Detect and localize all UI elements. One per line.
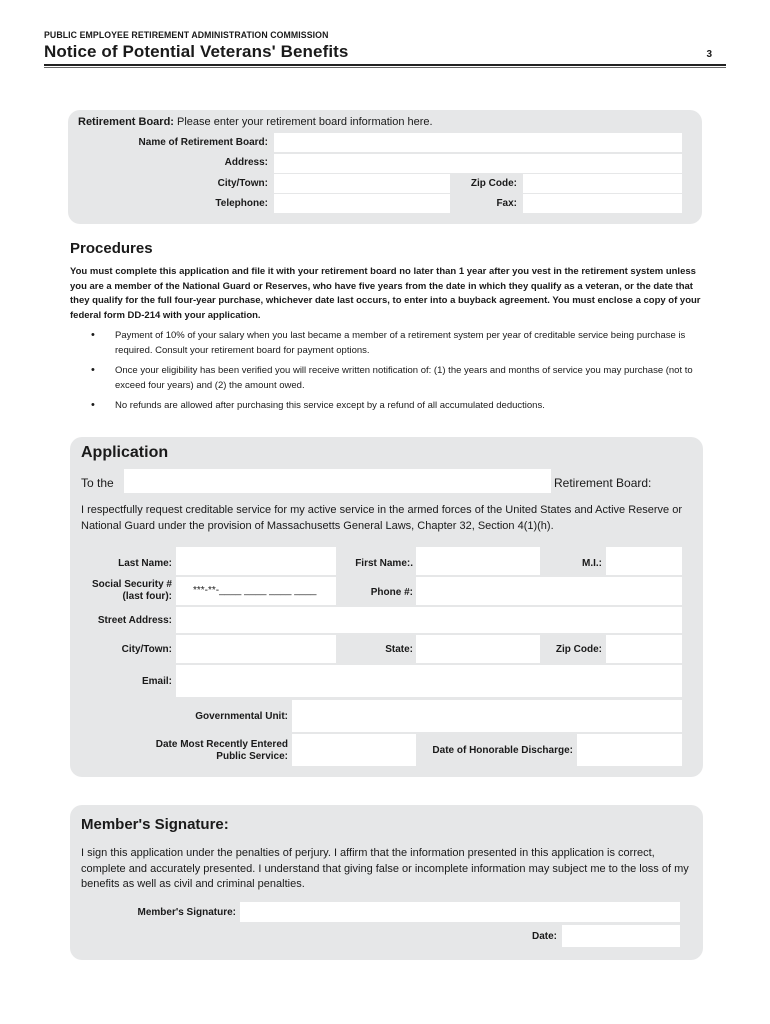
page-title: Notice of Potential Veterans' Benefits bbox=[44, 42, 349, 61]
board-fax-label: Fax: bbox=[496, 198, 517, 209]
retirement-board-heading-text: Please enter your retirement board information here. bbox=[173, 116, 433, 128]
board-city-label: City/Town: bbox=[217, 178, 268, 189]
email-label: Email: bbox=[141, 676, 172, 687]
member-signature-label: Member's Signature: bbox=[137, 907, 236, 918]
board-telephone-label: Telephone: bbox=[215, 198, 268, 209]
governmental-unit-field[interactable] bbox=[292, 700, 682, 732]
list-item: • Once your eligibility has been verified you will receive written notification of: (1) the years and months of service you may purchase (not to exceed four years) and (2) the amount owed. bbox=[90, 363, 702, 393]
to-the-label: To the bbox=[81, 476, 114, 490]
board-zip-field[interactable] bbox=[523, 174, 682, 193]
discharge-date-label: Date of Honorable Discharge: bbox=[432, 745, 573, 756]
ssn-field[interactable] bbox=[176, 577, 336, 605]
signature-title: Member's Signature: bbox=[81, 816, 229, 833]
page-header bbox=[44, 30, 726, 62]
date-entered-label bbox=[156, 739, 288, 763]
mi-label: M.I.: bbox=[582, 558, 602, 569]
signature-date-label: Date: bbox=[531, 931, 557, 942]
zip-field[interactable] bbox=[606, 635, 682, 663]
street-address-field[interactable] bbox=[176, 607, 682, 633]
last-name-label: Last Name: bbox=[118, 558, 172, 569]
signature-panel bbox=[70, 805, 703, 960]
page-number: 3 bbox=[706, 49, 712, 60]
phone-field[interactable] bbox=[416, 577, 682, 605]
first-name-label: First Name:. bbox=[355, 558, 413, 569]
city-label: City/Town: bbox=[121, 644, 172, 655]
header-rule bbox=[44, 64, 726, 66]
agency-name: PUBLIC EMPLOYEE RETIREMENT ADMINISTRATION COMMISSION bbox=[44, 30, 329, 41]
member-signature-field[interactable] bbox=[240, 902, 680, 922]
first-name-field[interactable] bbox=[416, 547, 540, 575]
board-telephone-field[interactable] bbox=[274, 194, 450, 213]
email-field[interactable] bbox=[176, 665, 682, 697]
procedures-bullets bbox=[90, 328, 702, 418]
governmental-unit-label: Governmental Unit: bbox=[195, 711, 288, 722]
last-name-field[interactable] bbox=[176, 547, 336, 575]
request-text: I respectfully request creditable service for my active service in the armed forces of the United States and Active Reserve or National Guard under the provision of Massachusetts General Laws, Chapter 32, Section 4(1)(h). bbox=[81, 504, 682, 532]
signature-text: I sign this application under the penalties of perjury. I affirm that the information presented in this application is correct, complete and accurately presented. I understand that giving false or incomplete information may subject me to the loss of my benefits as well as civil and criminal penalties. bbox=[81, 847, 689, 890]
board-zip-label: Zip Code: bbox=[470, 178, 517, 189]
header-rule-thin bbox=[44, 67, 726, 68]
application-title: Application bbox=[81, 444, 169, 461]
middle-initial-field[interactable] bbox=[606, 547, 682, 575]
application-panel bbox=[70, 437, 703, 777]
procedures-body: You must complete this application and file it with your retirement board no later than 1 year after you vest in the retirement system unless you are a member of the National Guard or Reserves, who have five years from the date in which they qualify as a veteran, or the date that they qualify for the full four-year purchase, whichever date last occurs, to enter into a buyback agreement. You must enclose a copy of your federal form DD-214 with your application. bbox=[70, 266, 701, 321]
state-label: State: bbox=[385, 644, 413, 655]
date-entered-label-line2: Public Service: bbox=[216, 751, 288, 762]
ssn-label bbox=[92, 579, 172, 603]
discharge-date-field[interactable] bbox=[577, 734, 682, 766]
phone-label: Phone #: bbox=[370, 587, 413, 598]
date-entered-label-line1: Date Most Recently Entered bbox=[155, 739, 288, 750]
city-field[interactable] bbox=[176, 635, 336, 663]
board-name-label: Name of Retirement Board: bbox=[138, 137, 268, 148]
ssn-label-line2: (last four): bbox=[122, 591, 172, 602]
board-address-field[interactable] bbox=[274, 154, 682, 173]
retirement-board-name-field[interactable] bbox=[124, 469, 551, 493]
signature-date-field[interactable] bbox=[562, 925, 680, 947]
list-item: • No refunds are allowed after purchasing this service except by a refund of all accumulated deductions. bbox=[90, 398, 702, 413]
retirement-board-heading-bold: Retirement Board: bbox=[78, 116, 174, 128]
zip-label: Zip Code: bbox=[555, 644, 602, 655]
board-name-field[interactable] bbox=[274, 133, 682, 152]
procedures-title: Procedures bbox=[70, 240, 153, 257]
state-field[interactable] bbox=[416, 635, 540, 663]
retirement-board-panel bbox=[68, 110, 702, 224]
board-city-field[interactable] bbox=[274, 174, 450, 193]
retirement-board-heading bbox=[78, 116, 433, 128]
date-entered-field[interactable] bbox=[292, 734, 416, 766]
board-fax-field[interactable] bbox=[523, 194, 682, 213]
retirement-board-suffix: Retirement Board: bbox=[554, 476, 652, 490]
street-address-label: Street Address: bbox=[97, 615, 172, 626]
list-item: • Payment of 10% of your salary when you last became a member of a retirement system per year of creditable service being purchase is required. Consult your retirement board for payment options. bbox=[90, 328, 702, 358]
board-address-label: Address: bbox=[224, 157, 268, 168]
ssn-label-line1: Social Security # bbox=[91, 579, 172, 590]
ssn-value: ***-**-____ ____ ____ ____ bbox=[193, 585, 317, 596]
